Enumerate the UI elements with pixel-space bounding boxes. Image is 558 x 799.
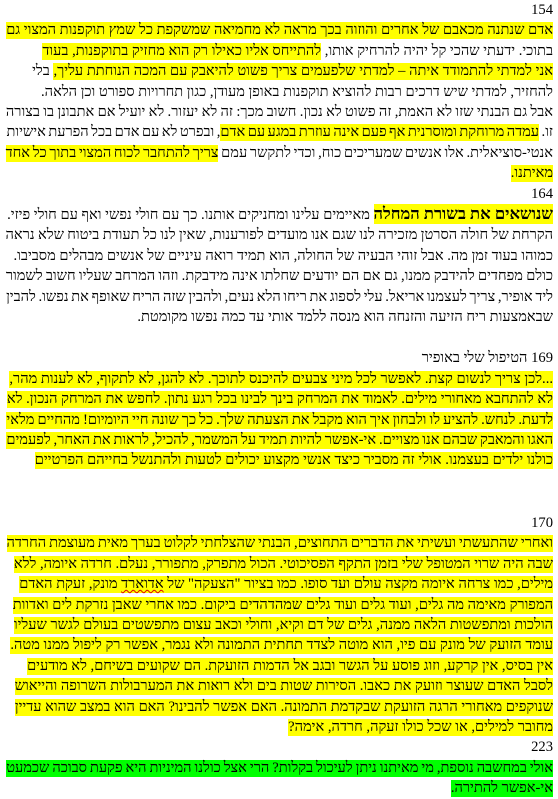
section-169 — [6, 348, 553, 470]
green-highlighted-text: אולי במחשבה נוספת, מי מאיתנו ניתן לעיכול בקלות? הרי אצל כולנו המיניות היא פקעת סבוכה שכמעט — [6, 759, 553, 776]
spellcheck-flagged-word: אדוארד — [121, 576, 164, 593]
plain-text: זו. — [539, 124, 553, 141]
text-line — [6, 778, 553, 798]
text-line — [6, 143, 553, 163]
section-body — [6, 369, 553, 471]
highlighted-text: כולנו ילדים בעצמנו. אולי זה מסביר כיצד אנשי מקצוע יכולים לטעות ולהתנשל בחייהם הפרטיים — [34, 452, 553, 469]
text-line — [6, 430, 553, 450]
plain-text: הקרחת של חולה הסרטן מזכירה לנו שגם אנו מועדים לפורענות, שאין לנו כל תעודת ביטוח שלא נראה — [5, 227, 553, 244]
text-line — [6, 676, 553, 696]
plain-text: בלי — [32, 63, 54, 80]
text-line — [6, 574, 553, 594]
plain-text: כמוהו בעוד זמן מה. אבל זוהי הבעיה של החולה, הוא תמיד רואה עיניים של אנשים מבהלים מסביבו. — [13, 247, 553, 264]
text-line — [6, 758, 553, 778]
section-number: 223 — [531, 739, 553, 756]
text-line — [6, 615, 553, 635]
highlighted-text: עמדה מרוחקת ומוסרנית אף פעם אינה עוזרת במגע עם אדם — [220, 124, 540, 141]
text-line — [6, 163, 553, 183]
plain-text: בתוכי. ידעתי שהכי קל יהיה להרחיק אותו, — [321, 42, 553, 59]
section-number: 164 — [531, 185, 553, 202]
section-body — [6, 204, 553, 327]
highlighted-text: אדם שנתנה מכאבם של אחרים והוזוה בכך מראה לא מחמיאה שמשקפת כל שמץ תוקפנות המצוי גם — [6, 22, 553, 39]
section-164 — [6, 184, 553, 328]
highlighted-text: האגו והמאבק שבהם אנו מצויים. אי-אפשר להיות תמיד על המשמר, להכיל, לראות את האחר, לפעמים — [6, 432, 553, 449]
green-highlighted-text: אי-אפשר להתירה. — [450, 780, 553, 797]
text-line — [6, 266, 553, 286]
text-line — [6, 246, 553, 266]
section-number: 170 — [531, 514, 553, 531]
text-line — [6, 102, 553, 122]
plain-text: שבאמצעות ריח הזיעה והזנחה הוא מנסה ללמד אותי עד כמה נפשו מקומטת. — [137, 309, 553, 326]
highlighted-text: אני למדתי להתמודד איתה – למדתי שלפעמים צריך פשוט להיאבק עם המכה הנוחתת עליך, — [53, 63, 553, 80]
section-170 — [6, 513, 553, 737]
section-number: 169 הטיפול שלי באופיר — [421, 350, 553, 367]
section-body — [6, 20, 553, 183]
plain-text: , ובפרט לא עם אדם בכל הפרעת אישיות — [6, 124, 221, 141]
highlighted-text: מאיתנו. — [510, 165, 553, 182]
text-line — [6, 656, 553, 676]
highlighted-text: ...לכן צריך לנשום קצת. לאפשר לכל מיני צבעים להיכנס לתוכך. לא להגן, לא לתקוף, לא לענות מהר, — [9, 370, 553, 387]
text-line — [6, 450, 553, 470]
text-line — [6, 554, 553, 574]
plain-text: אנטי-סוציאלית. אלו אנשים שמעריכים כוח, וכדי לתקשר עמם — [218, 144, 553, 161]
text-line — [6, 635, 553, 655]
text-line — [6, 122, 553, 142]
text-line — [6, 410, 553, 430]
highlighted-text: מחובר למילים, או שכל כולו זעקה, חרדה, אימה? — [288, 718, 553, 735]
section-body — [6, 758, 553, 799]
plain-text: ליד אופיר, צריך לעצמנו אריאל. עלי לספוג את ריחו הלא נעים, ולהבין שזה הריח שאופף את נפשו. להבין — [6, 288, 553, 305]
section-223 — [6, 737, 553, 798]
highlighted-text: עומד הזועק של מונק עם פיו, הוא מוטה לצדד תחתית התמונה ולא נגמר, אפשר רק ליפול ממנו מטה. — [10, 637, 553, 654]
text-line — [6, 41, 553, 61]
text-line — [6, 307, 553, 327]
text-line — [6, 369, 553, 389]
plain-text: מאיימים עלינו ומחניקים אותנו. כך עם חולי נפשי ואף עם חולי פיזי. — [7, 207, 374, 224]
text-line — [6, 61, 553, 81]
text-line — [6, 225, 553, 245]
text-line — [6, 82, 553, 102]
highlighted-text: שבה היה שרוי המטופל שלי בזמן התקף הפסיכוטי. הכול מתפרק, מתפורר, נעלם. חרדה איומה, ללא — [13, 555, 553, 572]
highlighted-text: מילים, כמו צרחה איומה מקצה עולם ועד סופו. כמו בציור "הצעקה" של — [163, 576, 553, 593]
text-line — [6, 204, 553, 225]
highlighted-text: להתייחס אליו כאילו רק הוא מחזיק בתוקפנות, בעוד — [42, 42, 322, 59]
section-154 — [6, 0, 553, 184]
plain-text: אבל גם הבנתי שזו לא האמת, זה פשוט לא נכון. חשוב מכך: זה לא יעזור. לא יועיל אם אתבונן בו בצורה — [5, 104, 553, 121]
highlighted-text: שנוקפים מאחורי הרגה הזועקת שבקדמת התמונה. האם אפשר להבינו? האם הוא במצב שהוא עדיין — [14, 698, 553, 715]
highlighted-text: מונק, זעקת האדם — [19, 576, 122, 593]
text-line — [6, 389, 553, 409]
highlighted-text: המפורק מאימה מה גלים, ועוד גלים ועוד גלים שמהדהדים ביקום. כמו אחרי שאבן נזרקת לים ואדוות — [12, 596, 553, 613]
text-line — [6, 533, 553, 553]
text-line — [6, 717, 553, 737]
highlighted-text: הולכות ומתפשטות הלאה ממנה, גלים של דם וקיא, וחולי וכאב עצום מתפשטים בעולם לגשר שעליו — [13, 616, 553, 633]
highlighted-text: לסבל האדם שעוצר וזועק את כאבו. הסירות שטות בים ולא רואות את המערבולות השרופה והייאוש — [14, 678, 553, 695]
highlighted-text: ואחרי שהתעשתי ועשיתי את הדברים התחוצים, הבנתי שהצלחתי לקלוט בערך מאית מעוצמת החרדה — [6, 535, 553, 552]
bold-highlighted-heading: שנושאים את בשורת המחלה — [373, 204, 553, 224]
plain-text: כולם מפחדים להידבק ממנו, גם אם הם יודעים שחלתו אינה מידבקת. וזהו המרחב שעליו חשוב לשמור — [5, 268, 553, 285]
highlighted-text: לדעת. לנחש. להציע לו ולבחון איך הוא מקבל את הצעתה שלך. כל כך שונה חיי היומיום! מהחיים מלאי — [6, 411, 553, 428]
section-number: 154 — [531, 2, 553, 18]
text-line — [6, 287, 553, 307]
highlighted-text: צריך להתחבר לכוח המצוי בתוך כל אחד — [5, 144, 219, 161]
section-body — [6, 533, 553, 737]
text-line — [6, 595, 553, 615]
highlighted-text: אין בסיס, אין קרקע, וזוג פוסע על הגשר ובגב אל הדמות הזועקת. הם שקועים בשיחם, לא מודעים — [27, 657, 553, 674]
text-line — [6, 20, 553, 40]
plain-text: להחזיר, למדתי שיש דרכים רבות להוציא תוקפנות באופן מעודן, כגון תחרויות ספורט וכן הלאה. — [41, 83, 553, 100]
highlighted-text: לא להתחבא מאחורי מילים. לאמוד את המרחק בינך לבינו בכל רגע נתון. לחפש את המרחק הנכון. לא — [6, 391, 553, 408]
